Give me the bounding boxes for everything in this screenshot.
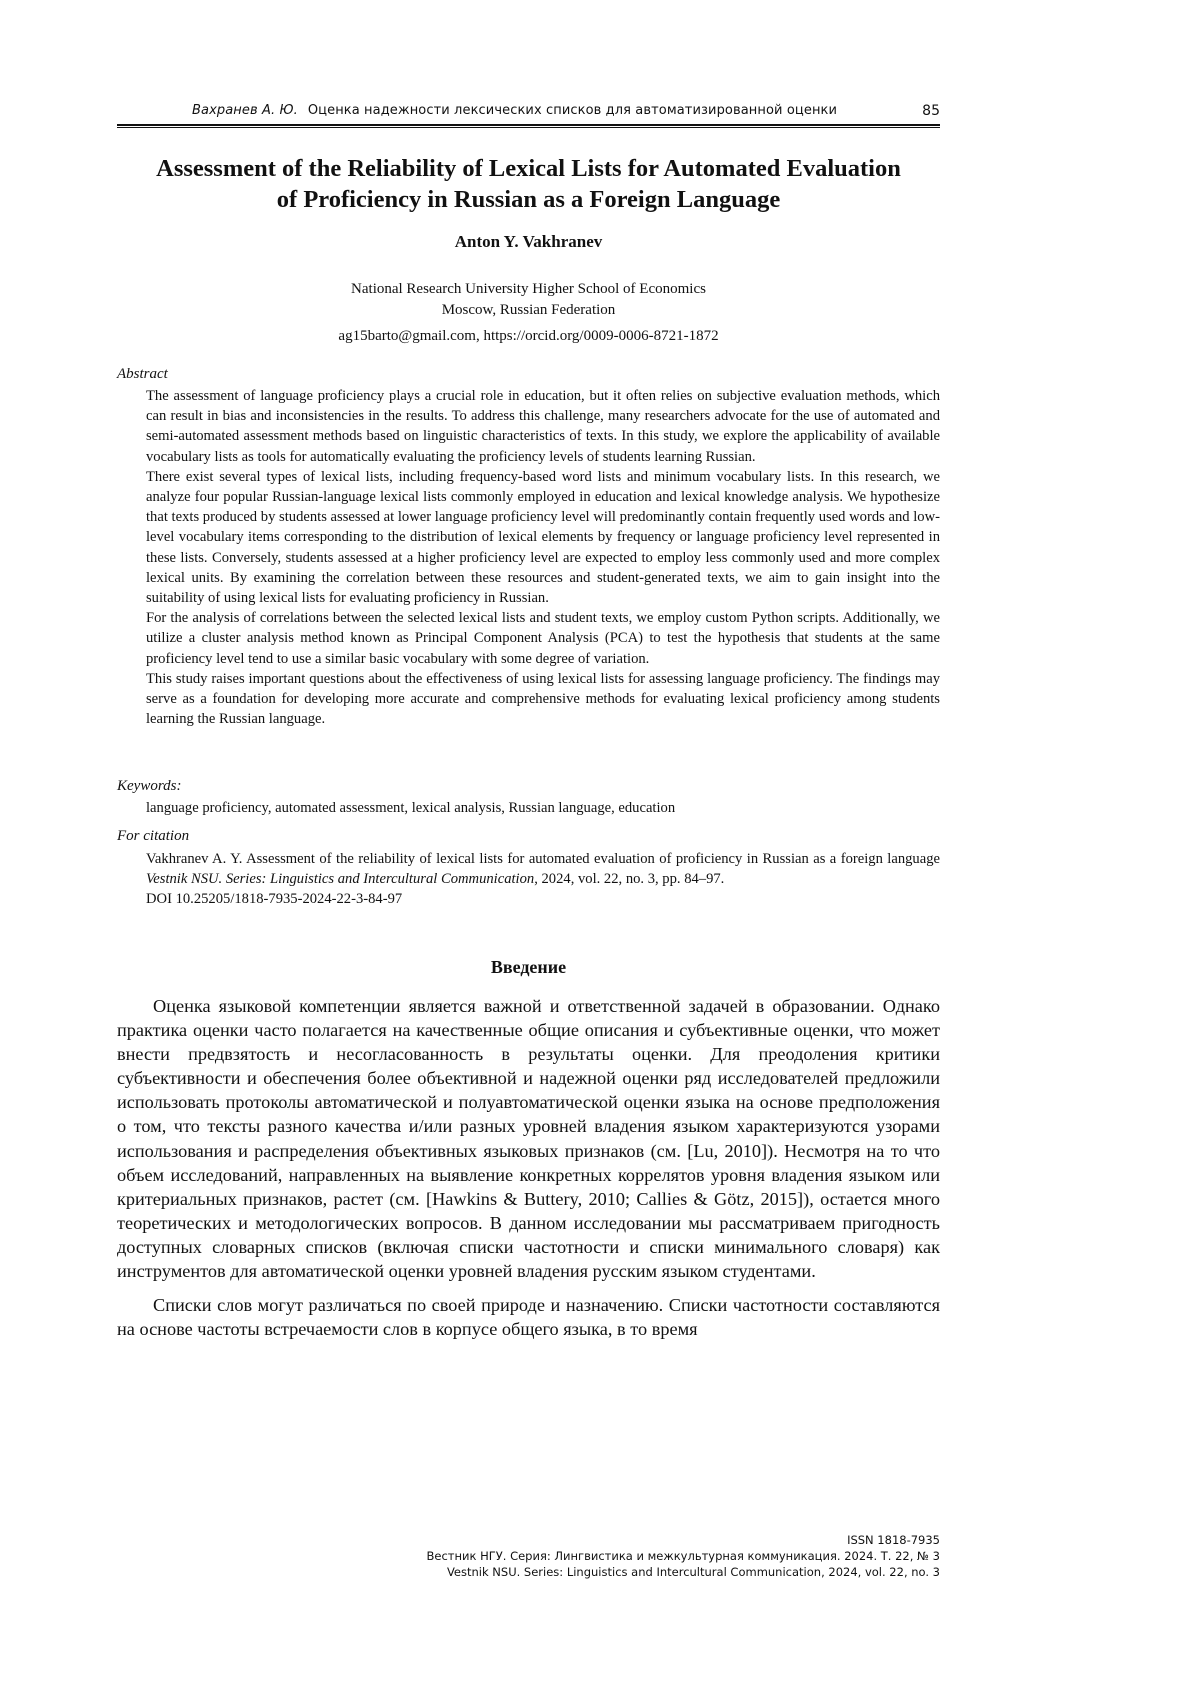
abstract-label: Abstract <box>117 366 168 383</box>
keywords-label: Keywords: <box>117 778 181 795</box>
citation-body: Vakhranev A. Y. Assessment of the reliability of lexical lists for automated evaluation of proficiency in Russian as a foreign language <box>146 851 940 867</box>
page-number: 85 <box>922 103 940 119</box>
abstract-paragraph: There exist several types of lexical lists, including frequency-based word lists and minimum vocabulary lists. In this research, we analyze four popular Russian-language lexical lists commonly employed in education and lexical knowledge analysis. We hypothesize that texts produced by students assessed at lower language proficiency level will predominantly contain frequently used words and low-level vocabulary items corresponding to the distribution of lexical elements by frequency or language proficiency level represented in these lists. Conversely, students assessed at a higher proficiency level are expected to employ less commonly used and more complex lexical units. By examining the correlation between these resources and student-generated texts, we aim to gain insight into the suitability of using lexical lists for evaluating proficiency in Russian. <box>146 467 940 608</box>
author-contact: ag15barto@gmail.com, https://orcid.org/0009-0006-8721-1872 <box>117 328 940 345</box>
keywords-text: language proficiency, automated assessment, lexical analysis, Russian language, education <box>146 798 940 818</box>
citation-details: , 2024, vol. 22, no. 3, pp. 84–97. <box>534 871 724 887</box>
citation-text <box>146 849 940 910</box>
section-body <box>117 994 940 1351</box>
article-title <box>117 153 940 215</box>
running-header-title: Оценка надежности лексических списков для автоматизированной оценки <box>308 103 837 118</box>
citation-doi: DOI 10.25205/1818-7935-2024-22-3-84-97 <box>146 889 940 909</box>
footer-journal-ru: Вестник НГУ. Серия: Лингвистика и межкультурная коммуникация. 2024. Т. 22, № 3 <box>427 1548 940 1564</box>
author-name: Anton Y. Vakhranev <box>117 232 940 252</box>
abstract-paragraph: For the analysis of correlations between the selected lexical lists and student texts, we employ custom Python scripts. Additionally, we utilize a cluster analysis method known as Principal Component Analysis (PCA) to test the hypothesis that students at the same proficiency level tend to use a similar basic vocabulary with some degree of variation. <box>146 608 940 669</box>
page-footer <box>427 1532 940 1580</box>
running-header-author: Вахранев А. Ю. <box>192 103 298 118</box>
footer-issn: ISSN 1818-7935 <box>427 1532 940 1548</box>
title-line: of Proficiency in Russian as a Foreign Language <box>117 184 940 215</box>
title-line: Assessment of the Reliability of Lexical Lists for Automated Evaluation <box>117 153 940 184</box>
abstract-text <box>146 386 940 729</box>
affiliation-line: National Research University Higher School of Economics <box>117 279 940 300</box>
footer-journal-en: Vestnik NSU. Series: Linguistics and Intercultural Communication, 2024, vol. 22, no. 3 <box>427 1564 940 1580</box>
affiliation <box>117 279 940 321</box>
section-heading: Введение <box>117 957 940 978</box>
abstract-paragraph: The assessment of language proficiency plays a crucial role in education, but it often relies on subjective evaluation methods, which can result in bias and inconsistencies in the results. To address this challenge, many researchers advocate for the use of automated and semi-automated assessment methods based on linguistic characteristics of texts. In this study, we explore the applicability of available vocabulary lists as tools for automatically evaluating the proficiency levels of students learning Russian. <box>146 386 940 467</box>
citation-label: For citation <box>117 828 189 845</box>
header-rule <box>117 124 940 128</box>
abstract-paragraph: This study raises important questions about the effectiveness of using lexical lists for assessing language proficiency. The findings may serve as a foundation for developing more accurate and comprehensive methods for evaluating lexical proficiency among students learning the Russian language. <box>146 669 940 730</box>
body-paragraph: Списки слов могут различаться по своей природе и назначению. Списки частотности составляются на основе частоты встречаемости слов в корпусе общего языка, в то время <box>117 1293 940 1341</box>
affiliation-line: Moscow, Russian Federation <box>117 300 940 321</box>
body-paragraph: Оценка языковой компетенции является важной и ответственной задачей в образовании. Однако практика оценки часто полагается на качественные общие описания и субъективные оценки, что может внести предвзятость и несогласованность в результаты оценки. Для преодоления критики субъективности и обеспечения более объективной и надежной оценки ряд исследователей предложили использовать протоколы автоматической и полуавтоматической оценки языка на основе предположения о том, что тексты разного качества и/или разных уровней владения языком характеризуются узорами использования и распределения объективных языковых признаков (см. [Lu, 2010]). Несмотря на то что объем исследований, направленных на выявление конкретных коррелятов уровня владения языком или критериальных признаков, растет (см. [Hawkins & Buttery, 2010; Callies & Götz, 2015]), остается много теоретических и методологических вопросов. В данном исследовании мы рассматриваем пригодность доступных словарных списков (включая списки частотности и списки минимального словаря) как инструментов для автоматической оценки уровней владения русским языком студентами. <box>117 994 940 1283</box>
citation-journal: Vestnik NSU. Series: Linguistics and Intercultural Communication <box>146 871 534 887</box>
